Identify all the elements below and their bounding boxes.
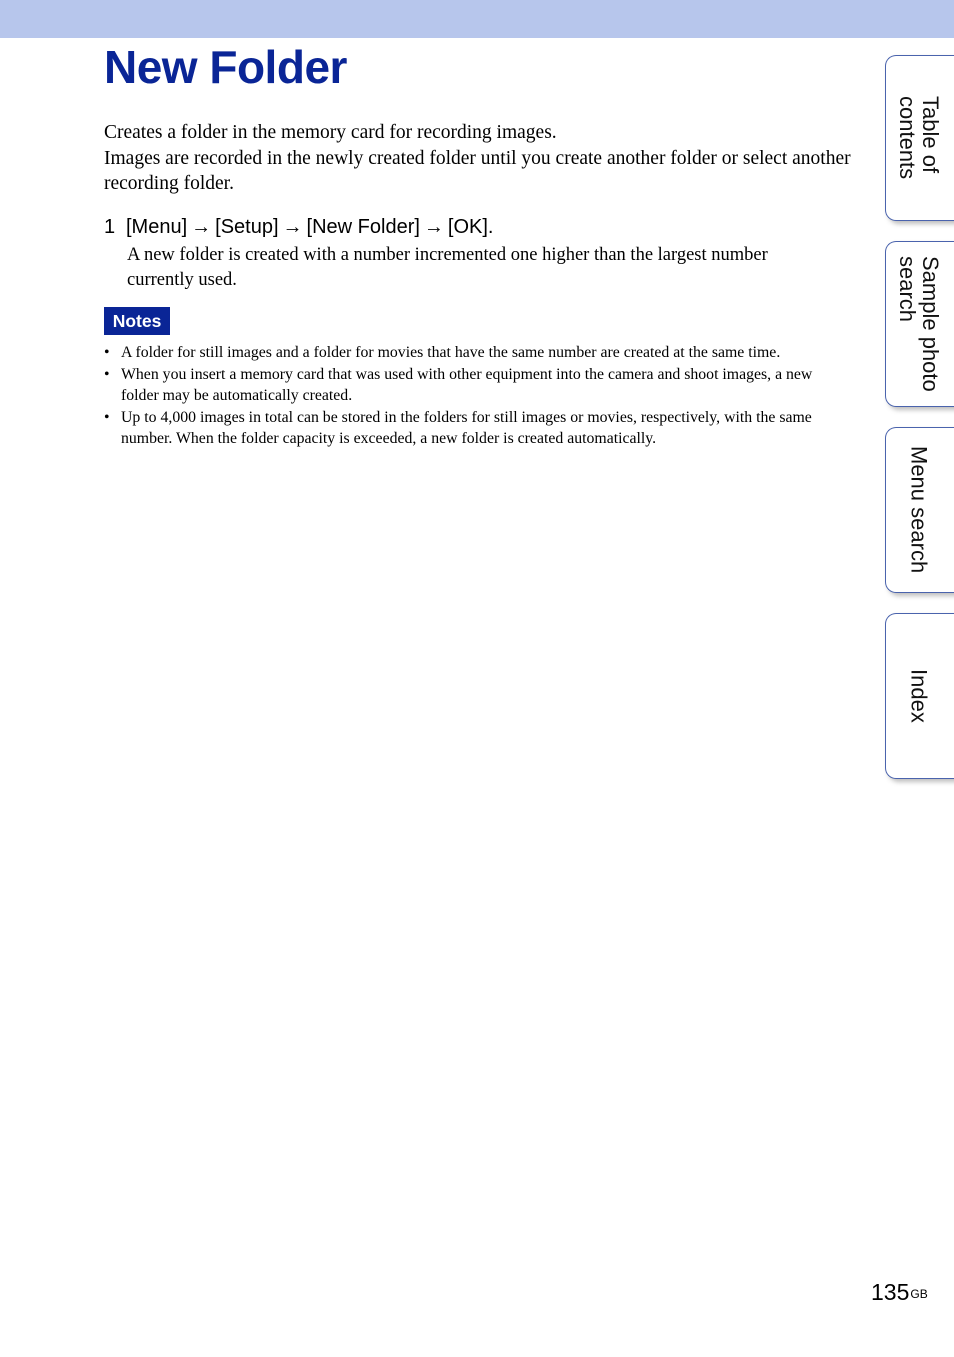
tab-index[interactable]	[885, 613, 954, 779]
notes-list	[104, 342, 852, 450]
page-number-value: 135	[871, 1279, 910, 1305]
page-number	[871, 1277, 928, 1307]
header-band	[0, 0, 954, 38]
tab-label: Menu search	[906, 446, 932, 574]
step-1	[104, 214, 854, 240]
arrow-right-icon: →	[191, 216, 212, 238]
tab-label: Table of contents	[895, 96, 943, 180]
bullet-icon: •	[104, 408, 110, 426]
tab-table-of-contents[interactable]	[885, 55, 954, 221]
note-item	[104, 407, 852, 450]
tab-label: Index	[906, 669, 932, 723]
intro-text	[104, 120, 854, 197]
page-title: New Folder	[104, 41, 347, 93]
menu-path-item: [New Folder]	[306, 216, 420, 238]
note-text: When you insert a memory card that was used with other equipment into the camera and shoot images, a new folder may be automatically created.	[121, 365, 813, 404]
note-item	[104, 342, 852, 364]
menu-path-item: [OK].	[447, 216, 494, 238]
tab-menu-search[interactable]	[885, 427, 954, 593]
intro-line: Creates a folder in the memory card for recording images.	[104, 122, 557, 143]
arrow-right-icon: →	[282, 216, 303, 238]
menu-path-item: [Menu]	[126, 216, 188, 238]
tab-sample-photo-search[interactable]	[885, 241, 954, 407]
bullet-icon: •	[104, 344, 110, 361]
menu-path-item: [Setup]	[215, 216, 279, 238]
arrow-right-icon: →	[423, 216, 444, 238]
notes-badge: Notes	[104, 307, 170, 335]
note-item	[104, 364, 852, 407]
step-number: 1	[104, 216, 116, 238]
note-text: A folder for still images and a folder for movies that have the same number are created at the same time.	[121, 344, 781, 361]
step-description: A new folder is created with a number incremented one higher than the largest number currently used.	[127, 245, 768, 290]
intro-line: Images are recorded in the newly created folder until you create another folder or select another recording folder.	[104, 147, 851, 194]
note-text: Up to 4,000 images in total can be stored in the folders for still images or movies, respectively, with the same number. When the folder capacity is exceeded, a new folder is created automatically.	[121, 408, 812, 447]
page-locale-suffix: GB	[910, 1287, 928, 1301]
tab-label: Sample photo search	[895, 256, 943, 392]
bullet-icon: •	[104, 365, 110, 383]
